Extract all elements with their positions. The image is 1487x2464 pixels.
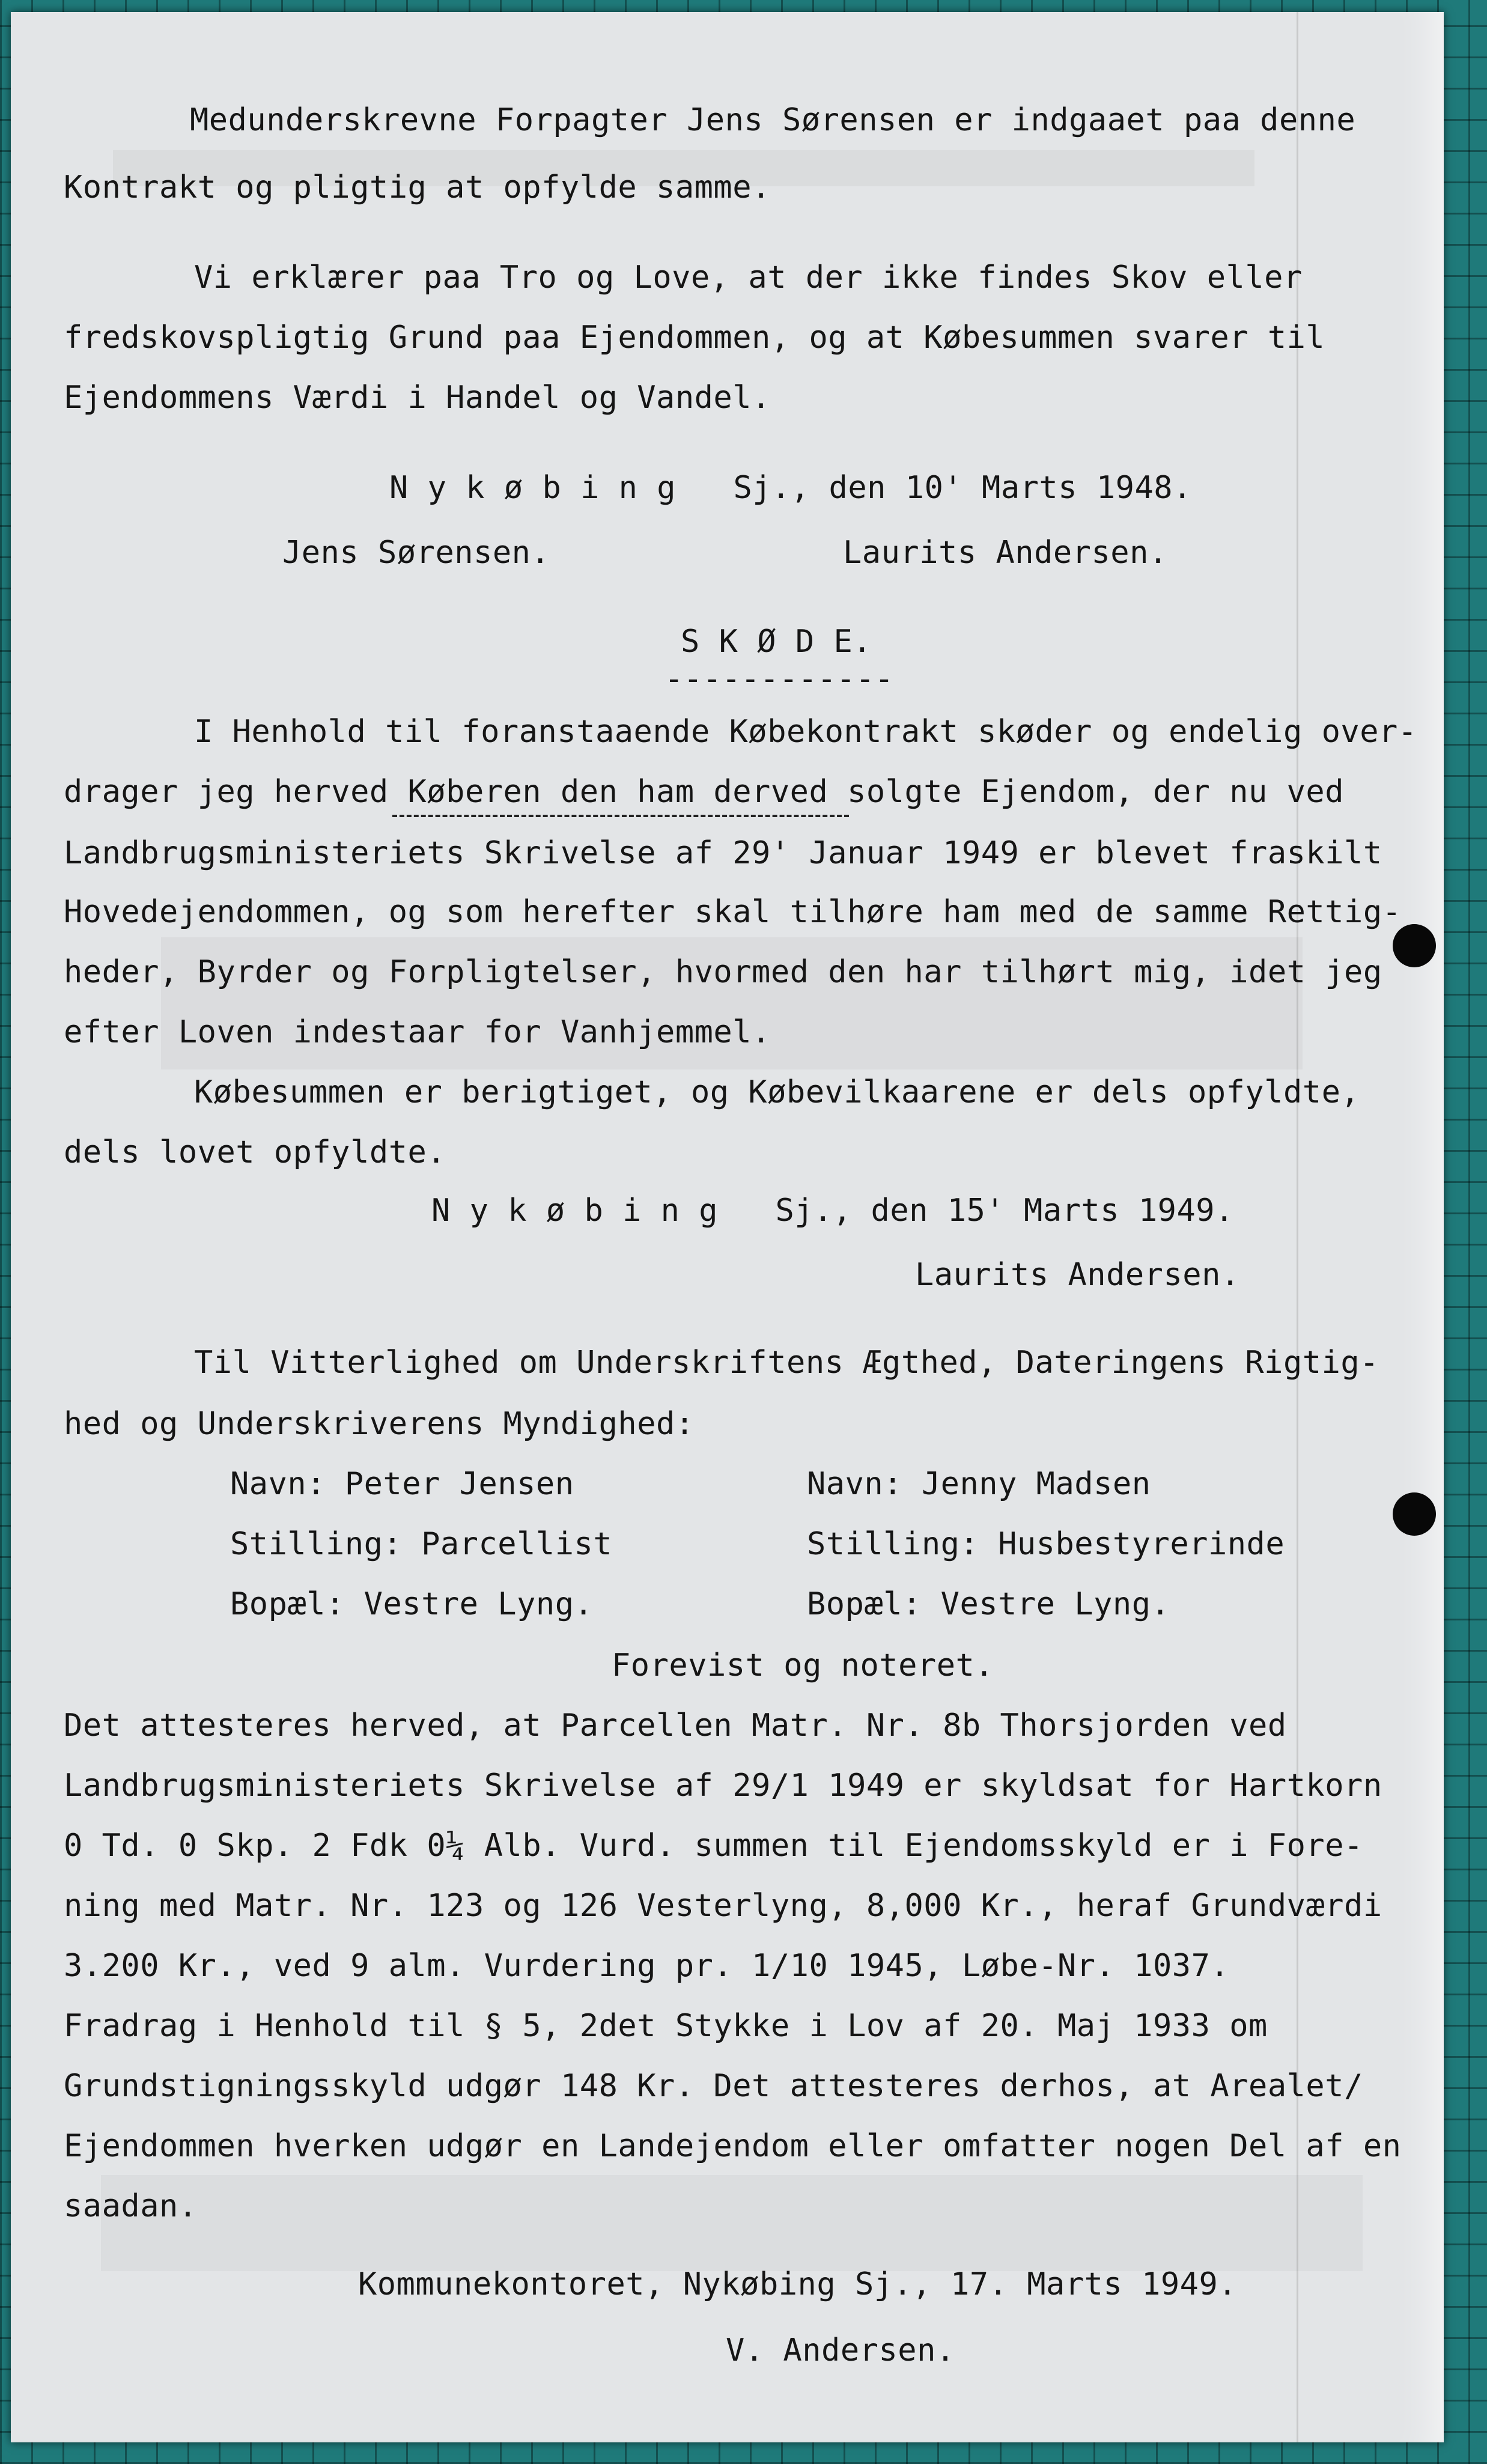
signature-right: Laurits Andersen. bbox=[843, 535, 1168, 571]
text-line: Grundstigningsskyld udgør 148 Kr. Det attesteres derhos, at Arealet/ bbox=[64, 2068, 1363, 2104]
deed-heading: S K Ø D E. bbox=[681, 624, 872, 660]
witness-left-name: Navn: Peter Jensen bbox=[230, 1466, 574, 1502]
text-line: Medunderskrevne Forpagter Jens Sørensen er indgaaet paa denne bbox=[190, 102, 1356, 138]
noted-line: Forevist og noteret. bbox=[612, 1647, 994, 1684]
signature: Laurits Andersen. bbox=[915, 1257, 1240, 1293]
text-line: Fradrag i Henhold til § 5, 2det Stykke i Lov af 20. Maj 1933 om bbox=[64, 2008, 1268, 2044]
text-line: Købesummen er berigtiget, og Købevilkaarene er dels opfyldte, bbox=[194, 1074, 1360, 1110]
text-line: dels lovet opfyldte. bbox=[64, 1134, 446, 1170]
text-line: Til Vitterlighed om Underskriftens Ægthed, Dateringens Rigtig- bbox=[194, 1345, 1379, 1381]
text-line: 3.200 Kr., ved 9 alm. Vurdering pr. 1/10 1945, Løbe-Nr. 1037. bbox=[64, 1948, 1230, 1984]
witness-right-position: Stilling: Husbestyrerinde bbox=[807, 1526, 1285, 1562]
witness-right-name: Navn: Jenny Madsen bbox=[807, 1466, 1151, 1502]
text-line: Det attesteres herved, at Parcellen Matr. Nr. 8b Thorsjorden ved bbox=[64, 1708, 1287, 1744]
text-line: Ejendommen hverken udgør en Landejendom eller omfatter nogen Del af en bbox=[64, 2128, 1402, 2164]
text-line: fredskovspligtig Grund paa Ejendommen, og at Købesummen svarer til bbox=[64, 320, 1325, 356]
text-line: Landbrugsministeriets Skrivelse af 29' Januar 1949 er blevet fraskilt bbox=[64, 835, 1382, 871]
date-line: N y k ø b i n g Sj., den 15' Marts 1949. bbox=[431, 1193, 1234, 1229]
witness-left-address: Bopæl: Vestre Lyng. bbox=[230, 1586, 594, 1622]
text-line: Ejendommens Værdi i Handel og Vandel. bbox=[64, 380, 771, 416]
underline-koberen bbox=[392, 815, 849, 817]
text-line: heder, Byrder og Forpligtelser, hvormed den har tilhørt mig, idet jeg bbox=[64, 954, 1382, 990]
text-line: Kontrakt og pligtig at opfylde samme. bbox=[64, 169, 771, 205]
punch-hole-bottom bbox=[1393, 1492, 1436, 1536]
document-page bbox=[11, 12, 1444, 2442]
text-line: ning med Matr. Nr. 123 og 126 Vesterlyng, 8,000 Kr., heraf Grundværdi bbox=[64, 1888, 1382, 1924]
heading-underline: ------------ bbox=[664, 661, 894, 697]
text-line: 0 Td. 0 Skp. 2 Fdk 0¼ Alb. Vurd. summen til Ejendomsskyld er i Fore- bbox=[64, 1828, 1363, 1864]
signature-left: Jens Sørensen. bbox=[282, 535, 550, 571]
date-line: N y k ø b i n g Sj., den 10' Marts 1948. bbox=[389, 470, 1192, 506]
text-line: Vi erklærer paa Tro og Love, at der ikke findes Skov eller bbox=[194, 260, 1303, 296]
witness-right-address: Bopæl: Vestre Lyng. bbox=[807, 1586, 1170, 1622]
text-line: hed og Underskriverens Myndighed: bbox=[64, 1406, 695, 1442]
text-line: efter Loven indestaar for Vanhjemmel. bbox=[64, 1014, 771, 1050]
text-line: drager jeg herved Køberen den ham derved solgte Ejendom, der nu ved bbox=[64, 774, 1345, 810]
witness-left-position: Stilling: Parcellist bbox=[230, 1526, 613, 1562]
text-line: I Henhold til foranstaaende Købekontrakt skøder og endelig over- bbox=[194, 714, 1417, 750]
text-line: Landbrugsministeriets Skrivelse af 29/1 1949 er skyldsat for Hartkorn bbox=[64, 1768, 1382, 1804]
final-signature: V. Andersen. bbox=[726, 2332, 955, 2368]
text-line: saadan. bbox=[64, 2188, 198, 2224]
punch-hole-top bbox=[1393, 924, 1436, 967]
office-date-line: Kommunekontoret, Nykøbing Sj., 17. Marts 1949. bbox=[358, 2266, 1238, 2302]
text-line: Hovedejendommen, og som herefter skal tilhøre ham med de samme Rettig- bbox=[64, 894, 1402, 930]
bleed-through-3 bbox=[101, 2175, 1363, 2271]
